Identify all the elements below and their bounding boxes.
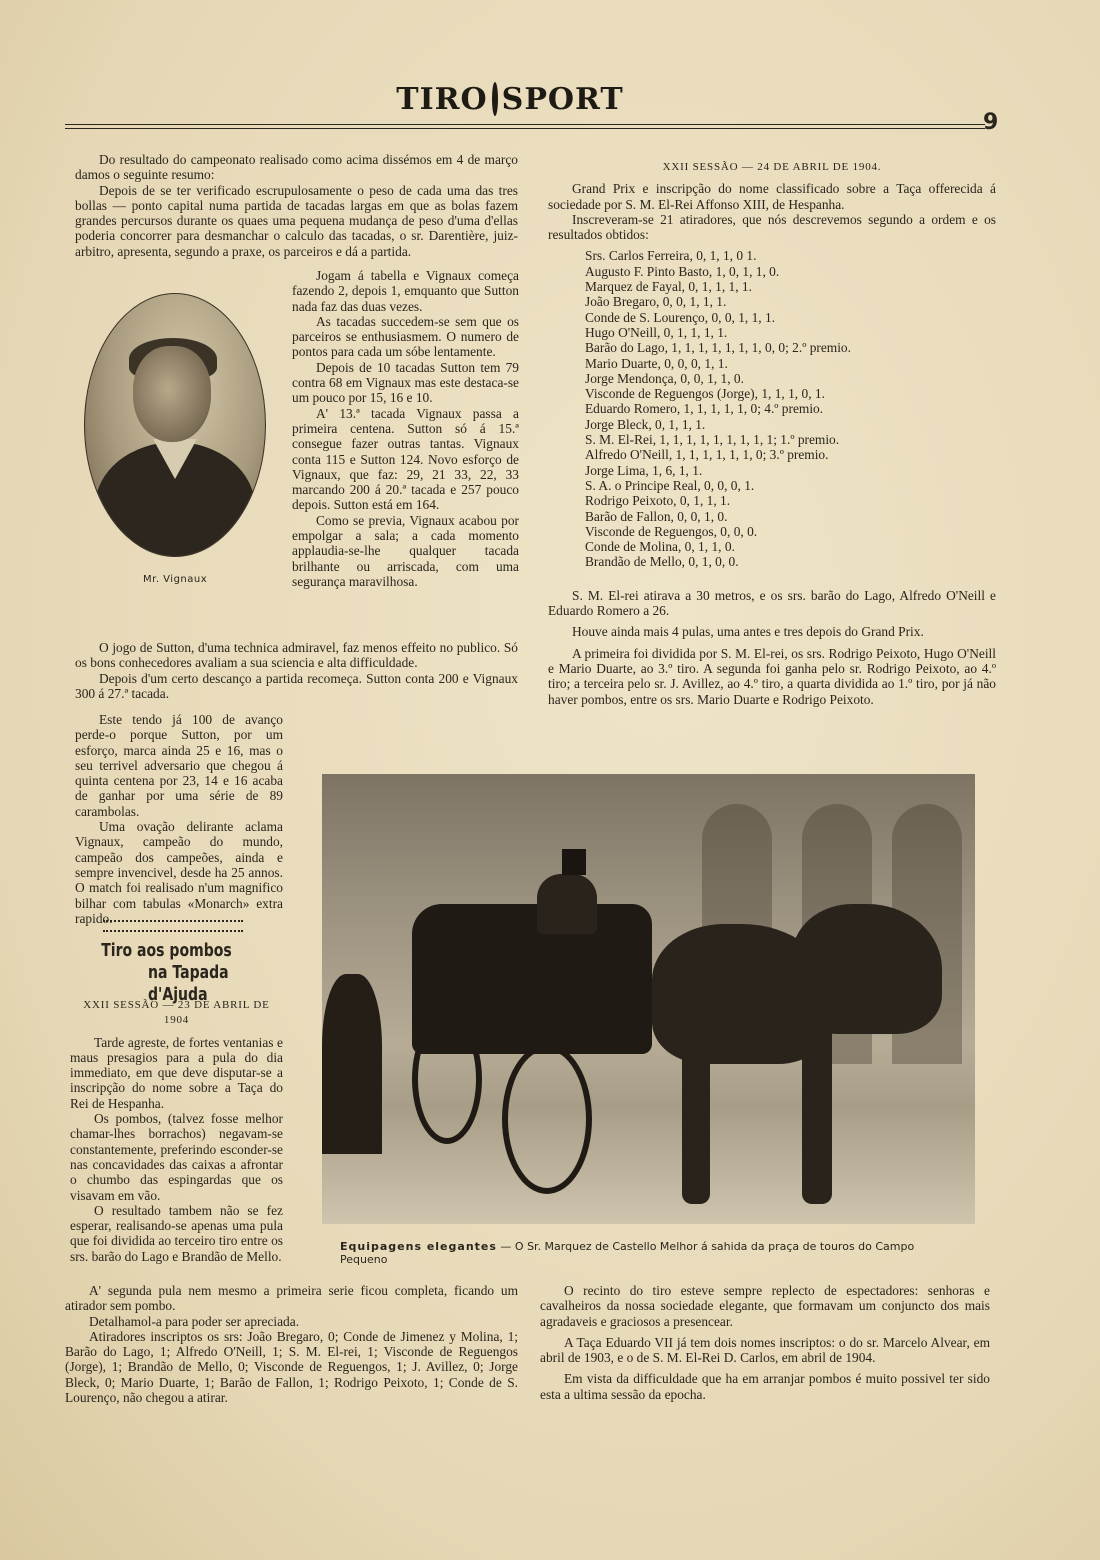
results-list (585, 248, 996, 569)
paragraph: O recinto do tiro esteve sempre replecto de espectadores: senhoras e cavalheiros da nossa sociedade elegante, que formavam um conjuncto dos mais agradaveis e graciosos a presencear. (540, 1283, 990, 1329)
left-after-portrait (75, 640, 518, 701)
heading-line-2: na Tapada d'Ajuda (148, 962, 229, 1005)
left-bottom (65, 1283, 518, 1405)
paragraph: Houve ainda mais 4 pulas, uma antes e tres depois do Grand Prix. (572, 624, 924, 640)
list-item: Mario Duarte, 0, 0, 0, 1, 1. (585, 355, 728, 371)
paragraph: S. M. El-rei atirava a 30 metros, e os srs. barão do Lago, Alfredo O'Neill e Eduardo Romero a 26. (548, 587, 996, 619)
list-item: Conde de S. Lourenço, 0, 0, 1, 1, 1. (585, 309, 776, 325)
list-item: Conde de Molina, 0, 1, 1, 0. (585, 539, 735, 555)
paragraph: Tarde agreste, de fortes ventanias e maus presagios para a pula do dia immediato, em que deve disputar-se a inscripção do nome sobre a Taça do Rei de Hespanha. (70, 1034, 283, 1111)
paragraph: Inscreveram-se 21 atiradores, que nós descrevemos segundo a ordem e os resultados obtidos: (548, 211, 996, 243)
caption-text: — O Sr. Marquez de Castello Melhor á sahida da praça de touros do Campo Pequeno (340, 1240, 915, 1266)
list-item: Jorge Bleck, 0, 1, 1, 1. (585, 416, 706, 432)
paragraph: Grand Prix e inscripção do nome classificado sobre a Taça offerecida á sociedade por S. M. El-Rei Affonso XIII, de Hespanha. (548, 181, 996, 212)
list-item: Jorge Lima, 1, 6, 1, 1. (585, 462, 703, 478)
left-beside-portrait (292, 268, 519, 589)
list-item: Visconde de Reguengos, 0, 0, 0. (585, 523, 758, 539)
paragraph: A primeira foi dividida por S. M. El-rei, os srs. Rodrigo Peixoto, Hugo O'Neill e Mario Duarte, ao 3.º tiro. A segunda foi ganha pelo sr. Rodrigo Peixoto, ao 4.º tiro; a terceira pelo sr. J. Avillez, ao 4.º tiro, a quarta dividida ao 1.º tiro, por já não haver pombos, entre os srs. Mario Duarte e Rodrigo Peixoto. (548, 645, 996, 707)
session-date: XXII SESSÃO — 24 DE ABRIL DE 1904. (662, 161, 882, 173)
paragraph: Uma ovação delirante aclama Vignaux, campeão do mundo, campeão dos campeões, ainda e sempre invencivel, desde ha 25 annos. O match foi realisado n'um magnifico bilhar com tabulas «Monarch» extra rapido. (75, 819, 283, 926)
list-item: Eduardo Romero, 1, 1, 1, 1, 1, 0; 4.º premio. (585, 401, 824, 417)
right-bottom (540, 1283, 990, 1402)
list-item: Brandão de Mello, 0, 1, 0, 0. (585, 554, 739, 570)
list-item: Visconde de Reguengos (Jorge), 1, 1, 1, 0, 1. (585, 386, 825, 402)
paragraph: Depois d'um certo descanço a partida recomeça. Sutton conta 200 e Vignaux 300 á 27.ª tacada. (75, 670, 518, 701)
right-column (548, 160, 996, 707)
paragraph: Detalhamol-a para poder ser apreciada. (89, 1313, 300, 1329)
list-item: Augusto F. Pinto Basto, 1, 0, 1, 1, 0. (585, 263, 780, 279)
paragraph: A Taça Eduardo VII já tem dois nomes inscriptos: o do sr. Marcelo Alvear, em abril de 1903, e o de S. M. El-Rei D. Carlos, em abril de 1904. (540, 1334, 990, 1366)
paragraph: A' segunda pula nem mesmo a primeira serie ficou completa, ficando um atirador sem pombo. (65, 1283, 518, 1314)
header-rule-2 (65, 128, 985, 129)
ornament-divider (103, 920, 243, 932)
paragraph: Este tendo já 100 de avanço perde-o porque Sutton, por um esforço, marca ainda 25 e 16, mas o seu terrivel adversario que chegou á quinta centena por 23, 14 e 16 acaba de ganhar por uma série de 89 carambolas. (75, 712, 283, 819)
left-intro (75, 152, 518, 259)
list-item: Marquez de Fayal, 0, 1, 1, 1, 1. (585, 279, 752, 295)
list-item: S. M. El-Rei, 1, 1, 1, 1, 1, 1, 1, 1, 1; 1.º premio. (585, 432, 840, 448)
paragraph: Jogam á tabella e Vignaux começa fazendo 2, depois 1, emquanto que Sutton nada faz das duas vezes. (292, 268, 519, 314)
list-item: Srs. Carlos Ferreira, 0, 1, 1, 0 1. (585, 248, 757, 264)
paragraph: As tacadas succedem-se sem que os parceiros se enthusiasmem. O numero de pontos para cada um sóbe lentamente. (292, 313, 519, 360)
session-date: XXII SESSÃO — 23 DE ABRIL DE 1904 (83, 999, 270, 1027)
list-item: Hugo O'Neill, 0, 1, 1, 1, 1. (585, 324, 728, 340)
list-item: João Bregaro, 0, 0, 1, 1, 1. (585, 294, 727, 310)
paragraph: O jogo de Sutton, d'uma technica admiravel, faz menos effeito no publico. Só os bons conhecedores avaliam a sua sciencia e alta difficuldade. (75, 640, 518, 671)
caption-title: Equipagens elegantes (340, 1240, 497, 1253)
list-item: Barão de Fallon, 0, 0, 1, 0. (585, 508, 728, 524)
portrait-caption: Mr. Vignaux (143, 574, 208, 585)
paragraph: Depois de 10 tacadas Sutton tem 79 contra 68 em Vignaux mas este destaca-se um pouco por 15, 16 e 10. (292, 359, 519, 406)
paragraph: Como se previa, Vignaux acabou por empolgar a sala; a cada momento applaudia-se-lhe qualquer tacada brilhante ou arriscada, com uma segurança maravilhosa. (292, 512, 519, 589)
carriage-photo (322, 774, 975, 1224)
portrait-image (84, 293, 266, 557)
paragraph: Em vista da difficuldade que ha em arranjar pombos é muito possivel ter sido esta a ultima sessão da epocha. (540, 1371, 990, 1402)
paragraph: O resultado tambem não se fez esperar, realisando-se apenas uma pula que foi dividida ao terceiro tiro entre os srs. barão do Lago e Brandão de Mello. (70, 1202, 283, 1264)
page-number: 9 (983, 110, 999, 135)
masthead-left: TIRO (396, 81, 488, 117)
paragraph: Do resultado do campeonato realisado como acima dissémos em 4 de março damos o seguinte resumo: (75, 152, 518, 183)
photo-caption (340, 1240, 960, 1266)
list-item: Rodrigo Peixoto, 0, 1, 1, 1. (585, 493, 731, 509)
masthead-right: SPORT (501, 81, 624, 117)
left-narrow (75, 712, 283, 926)
portrait-illustration (84, 293, 264, 573)
paragraph: Depois de se ter verificado escrupulosamente o peso de cada uma das tres bollas — ponto capital numa partida de tacadas largas em que as bolas fazem grandes percursos durante os quaes uma pequena mudança de peso d'uma d'ellas poderia concorrer para desmanchar o calculo das tacadas, o sr. Darentière, juiz-arbitro, apresenta, segundo a praxe, os parceiros e dá a partida. (75, 182, 518, 259)
list-item: Alfredo O'Neill, 1, 1, 1, 1, 1, 1, 0; 3.º premio. (585, 447, 829, 463)
paragraph: Atiradores inscriptos os srs: João Bregaro, 0; Conde de Jimenez y Molina, 1; Barão do Lago, 1; Alfredo O'Neill, 1; S. M. El-rei, 1; Visconde de Reguengos (Jorge), 1; Brandão de Mello, 0; Visconde de Reguengos, 1; J. Avillez, 0; Jorge Bleck, 0; Mario Duarte, 1; Barão de Fallon, 1; Rodrigo Peixoto, 1; Conde de S. Lourenço, não chegou a atirar. (65, 1328, 518, 1406)
paragraph: Os pombos, (talvez fosse melhor chamar-lhes borrachos) negavam-se constantemente, preferindo esconder-se nas concavidades das caixas a afrontar o chumbo das espingardas que os visavam em vão. (70, 1111, 283, 1203)
left-tiro-column (70, 998, 283, 1264)
masthead-logo (396, 78, 624, 120)
paragraph: A' 13.ª tacada Vignaux passa a primeira centena. Sutton só á 15.ª consegue fazer outras tantas. Vignaux conta 115 e Sutton 124. Novo esforço de Vignaux, que faz: 29, 21 33, 22, 33 marcando 200 á 20.ª tacada e 257 pouco depois. Sutton está em 164. (292, 405, 519, 513)
list-item: S. A. o Principe Real, 0, 0, 0, 1. (585, 477, 755, 493)
list-item: Barão do Lago, 1, 1, 1, 1, 1, 1, 1, 0, 0; 2.º premio. (585, 340, 851, 356)
section-heading (70, 940, 234, 1006)
target-icon (492, 82, 498, 116)
list-item: Jorge Mendonça, 0, 0, 1, 1, 0. (585, 370, 744, 386)
header-rule (65, 124, 985, 125)
heading-line-1: Tiro aos pombos (101, 940, 232, 961)
